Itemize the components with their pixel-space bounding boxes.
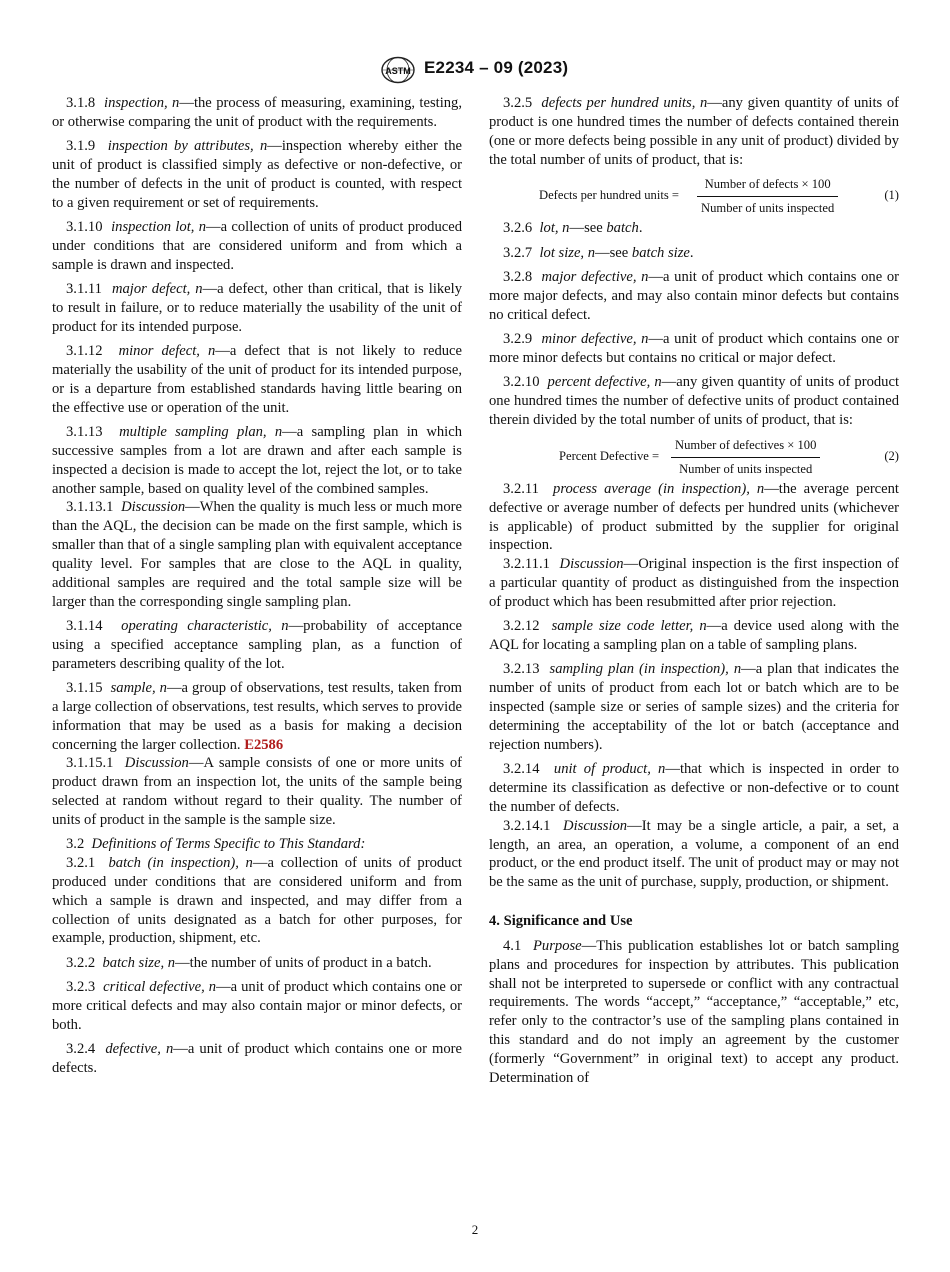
definition-3-2-4: 3.2.4 defective, n—a unit of product which contains one or more defects. xyxy=(52,1041,462,1076)
definition-3-1-10: 3.1.10 inspection lot, n—a collection of units of product produced under conditions that are considered uniform and from which a sample is drawn and inspected. xyxy=(52,219,463,273)
page-number: 2 xyxy=(471,1222,479,1237)
page-header xyxy=(0,56,950,86)
equation-1-lhs: Defects per hundred units = xyxy=(539,188,679,203)
discussion-3-2-11-1: 3.2.11.1 Discussion—Original inspection is the first inspection of a particular quantity of product as distinguished from the inspection of product which has been resubmitted after prior rejection. xyxy=(489,556,899,610)
equation-1-number: (1) xyxy=(884,188,899,203)
definition-3-1-12: 3.1.12 minor defect, n—a defect that is not likely to reduce materially the usability of the unit of product for its intended purpose, or is a departure from established standards having little bearing on the effective use or operation of the unit. xyxy=(52,343,463,416)
definition-3-2-7: 3.2.7 lot size, n—see batch size. xyxy=(503,244,694,261)
definition-3-2-10: 3.2.10 percent defective, n—any given quantity of units of product one hundred times the number of defective units of product contained therein divided by the total number of units of product, that is: xyxy=(489,374,899,428)
definition-3-2-5: 3.2.5 defects per hundred units, n—any given quantity of units of product is one hundred times the number of defects contained therein (one or more defects being possible in any unit of product) divided by the total number of units of product, that is: xyxy=(489,95,899,168)
definition-3-1-13: 3.1.13 multiple sampling plan, n—a sampling plan in which successive samples from a lot are drawn and after each sample is inspected a decision is made to accept the lot, reject the lot, or to take another sample, based on quality level of the combined samples. xyxy=(52,424,463,497)
equation-1 xyxy=(489,175,899,216)
discussion-3-1-13-1: 3.1.13.1 Discussion—When the quality is much less or much more than the AQL, the decision can be made on the first sample, which is smaller than that of a single sampling plan with equivalent acceptance quality level. For samples that are close to the AQL in quality, additional samples are required and the total sample size will be larger than the corresponding single sampling plan. xyxy=(52,499,462,610)
definition-3-2-14: 3.2.14 unit of product, n—that which is inspected in order to determine its classification as defective or non-defective or to count the number of defects. xyxy=(489,761,900,815)
equation-2 xyxy=(489,436,899,474)
discussion-3-1-15-1: 3.1.15.1 Discussion—A sample consists of one or more units of product drawn from an inspection lot, the units of the sample being selected at random without regard to their quality. The number of units of product in the sample is the sample size. xyxy=(52,755,462,828)
definition-3-2-13: 3.2.13 sampling plan (in inspection), n—a plan that indicates the number of units of product from each lot or batch which are to be inspected (sample size or series of sample sizes) and the criteria for determining the acceptability of the lot or batch (acceptance and rejection numbers). xyxy=(489,661,900,753)
equation-2-lhs: Percent Defective = xyxy=(559,448,660,463)
section-3-2-heading: 3.2 Definitions of Terms Specific to This Standard: xyxy=(66,836,366,853)
definition-3-2-3: 3.2.3 critical defective, n—a unit of product which contains one or more critical defects and may also contain major or minor defects, or both. xyxy=(52,979,463,1033)
equation-2-fraction xyxy=(671,436,820,479)
equation-1-fraction xyxy=(697,175,838,218)
definition-3-1-11: 3.1.11 major defect, n—a defect, other than critical, that is likely to result in failure, or to reduce materially the usability of the unit of product for its intended purpose. xyxy=(52,281,462,335)
definition-3-2-9: 3.2.9 minor defective, n—a unit of product which contains one or more minor defects but contains no critical or major defect. xyxy=(489,331,899,366)
definition-3-2-12: 3.2.12 sample size code letter, n—a device used along with the AQL for locating a sampling plan on a table of sampling plans. xyxy=(489,618,899,654)
section-4-heading: 4. Significance and Use xyxy=(489,913,633,930)
equation-2-number: (2) xyxy=(884,448,899,463)
definition-3-2-11: 3.2.11 process average (in inspection), n—the average percent defective or average number of defects per hundred units (whichever is applicable) of product submitted by the supplier for original inspection. xyxy=(489,480,899,554)
equation-1-denominator: Number of units inspected xyxy=(701,201,835,216)
equation-1-numerator: Number of defects × 100 xyxy=(697,175,838,197)
right-column xyxy=(489,94,899,1093)
standard-designation: E2234 – 09 (2023) xyxy=(424,58,569,77)
svg-text:ASTM: ASTM xyxy=(385,66,411,76)
equation-2-numerator: Number of defectives × 100 xyxy=(671,436,820,458)
definition-3-1-8: 3.1.8 inspection, n—the process of measuring, examining, testing, or otherwise comparing the unit of product with the requirements. xyxy=(52,95,462,130)
definition-3-2-6: 3.2.6 lot, n—see batch. xyxy=(503,220,643,237)
paragraph-4-1: 4.1 Purpose—This publication establishes lot or batch sampling plans and procedures for inspection by attributes. This publication shall not be interpreted to supersede or conflict with any contractual requirements. The words “accept,” “acceptance,” “acceptable,” etc, refer only to the contractor’s use of the sampling plans contained in this standard and do not imply an agreement by the customer (formerly “Government” in original text) to accept any product. Determination of xyxy=(489,937,899,1086)
definition-3-2-8: 3.2.8 major defective, n—a unit of product which contains one or more major defects, and may also contain minor defects but contains no critical defect. xyxy=(489,269,899,323)
definition-3-1-15: 3.1.15 sample, n—a group of observations, test results, taken from a large collection of observations, test results, which serves to provide information that may be used as a basis for making a decision concerning the larger collection. E2586 xyxy=(52,679,462,753)
equation-2-denominator: Number of units inspected xyxy=(679,461,813,476)
discussion-3-2-14-1: 3.2.14.1 Discussion—It may be a single article, a pair, a set, a length, an area, an operation, a volume, a component of an end product, or the end product itself. The unit of product may or may not be the same as the unit of purchase, supply, production, or shipment. xyxy=(489,817,899,891)
reference-link[interactable]: E2586 xyxy=(244,736,284,753)
astm-logo-icon xyxy=(380,56,416,84)
definition-3-1-14: 3.1.14 operating characteristic, n—probability of acceptance using a specified acceptance sampling plan, as a function of parameters describing quality of the lot. xyxy=(52,617,462,672)
definition-3-1-9: 3.1.9 inspection by attributes, n—inspection whereby either the unit of product is classified simply as defective or non-defective, or the number of defects in the unit of product is counted, with respect to a given requirement or set of requirements. xyxy=(52,138,462,211)
definition-3-2-1: 3.2.1 batch (in inspection), n—a collection of units of product produced under conditions that are considered uniform and from which a sample is drawn and inspected, and may differ from a collection of units designated as a batch for other purposes, for example, production, shipment, etc. xyxy=(52,855,462,947)
definition-3-2-2: 3.2.2 batch size, n—the number of units of product in a batch. xyxy=(66,954,432,971)
left-column xyxy=(52,94,462,1083)
